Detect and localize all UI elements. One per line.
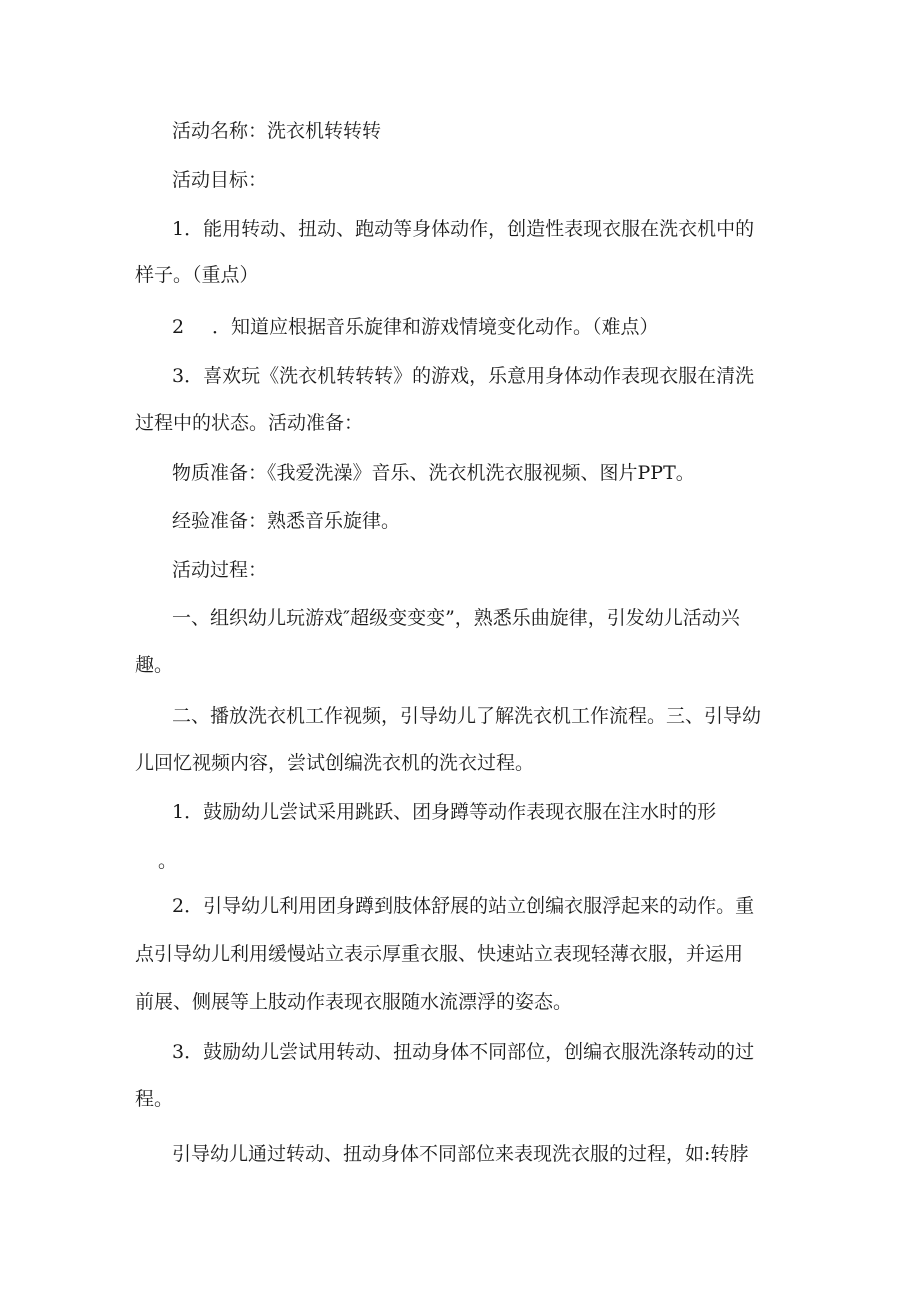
sub-step-3-line-1: 3．鼓励幼儿尝试用转动、扭动身体不同部位，创编衣服洗涤转动的过 xyxy=(172,1041,755,1063)
experience-preparation: 经验准备：熟悉音乐旋律。 xyxy=(172,510,401,532)
goal-3-line-1: 3．喜欢玩《洗衣机转转转》的游戏，乐意用身体动作表现衣服在清洗 xyxy=(172,365,755,387)
goal-1-line-1: 1．能用转动、扭动、跑动等身体动作，创造性表现衣服在洗衣机中的 xyxy=(172,218,755,240)
goals-heading: 活动目标： xyxy=(172,169,268,191)
step-2-line-1: 二、播放洗衣机工作视频，引导幼儿了解洗衣机工作流程。三、引导幼 xyxy=(172,705,762,727)
step-1-line-1: 一、组织幼儿玩游戏″超级变变变”，熟悉乐曲旋律，引发幼儿活动兴 xyxy=(172,607,740,629)
closing-line: 引导幼儿通过转动、扭动身体不同部位来表现洗衣服的过程，如:转脖 xyxy=(172,1143,749,1165)
sub-step-1-line-1: 1．鼓励幼儿尝试采用跳跃、团身蹲等动作表现衣服在注水时的形 xyxy=(172,801,717,823)
goal-2-number: 2 xyxy=(172,316,185,338)
process-heading: 活动过程： xyxy=(172,559,268,581)
step-2-line-2: 儿回忆视频内容，尝试创编洗衣机的洗衣过程。 xyxy=(135,752,535,774)
material-preparation: 物质准备：《我爱洗澡》音乐、洗衣机洗衣服视频、图片PPT。 xyxy=(172,462,695,484)
activity-title: 活动名称：洗衣机转转转 xyxy=(172,120,382,142)
goal-3-line-2: 过程中的状态。活动准备： xyxy=(135,412,364,434)
sub-step-2-line-2: 点引导幼儿利用缓慢站立表示厚重衣服、快速站立表现轻薄衣服，并运用 xyxy=(135,943,744,965)
step-1-line-2: 趣。 xyxy=(135,654,174,676)
goal-2-text: ．知道应根据音乐旋律和游戏情境变化动作。（难点） xyxy=(212,316,659,338)
sub-step-2-line-1: 2．引导幼儿利用团身蹲到肢体舒展的站立创编衣服浮起来的动作。重 xyxy=(172,895,755,917)
sub-step-2-line-3: 前展、侧展等上肢动作表现衣服随水流漂浮的姿态。 xyxy=(135,991,573,1013)
goal-1-line-2: 样子。（重点） xyxy=(135,264,259,286)
sub-step-1-line-2: 。 xyxy=(158,850,178,872)
sub-step-3-line-2: 程。 xyxy=(135,1088,174,1110)
